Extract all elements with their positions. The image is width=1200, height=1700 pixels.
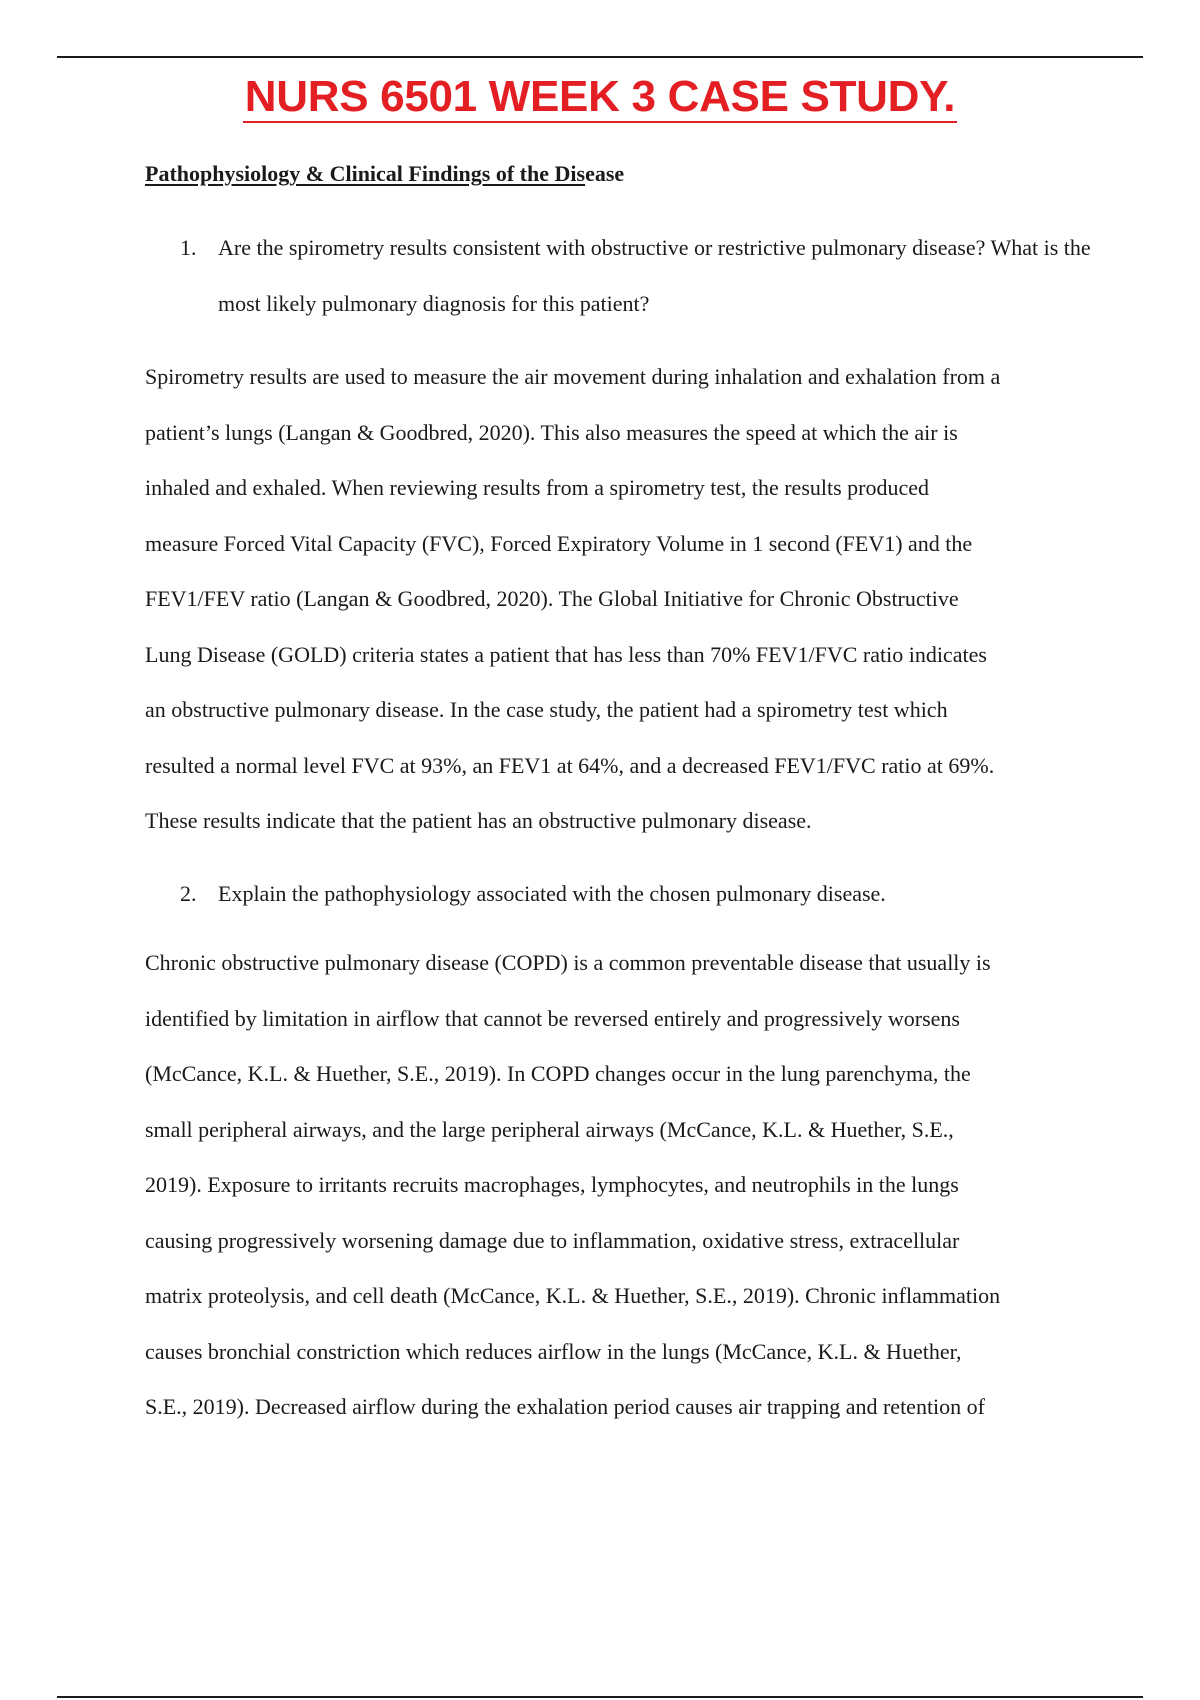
paragraph-line: causes bronchial constriction which reduces airflow in the lungs (McCance, K.L. & Huether, — [145, 1338, 962, 1364]
paragraph-line: resulted a normal level FVC at 93%, an FEV1 at 64%, and a decreased FEV1/FVC ratio at 69%. — [145, 752, 995, 778]
paragraph-line: inhaled and exhaled. When reviewing results from a spirometry test, the results produced — [145, 475, 930, 500]
top-rule — [57, 56, 1143, 58]
question-2-text: Explain the pathophysiology associated with the chosen pulmonary disease. — [218, 881, 886, 906]
paragraph-line: matrix proteolysis, and cell death (McCance, K.L. & Huether, S.E., 2019). Chronic inflammation — [145, 1283, 1001, 1308]
bottom-rule — [57, 1696, 1143, 1698]
paragraph-line: Chronic obstructive pulmonary disease (COPD) is a common preventable disease that usually is — [145, 950, 991, 975]
question-2-number: 2. — [180, 881, 197, 906]
question-2 — [180, 866, 1100, 922]
document-title — [0, 70, 1200, 124]
section-heading-rest: ease — [585, 161, 625, 186]
paragraph-line: patient’s lungs (Langan & Goodbred, 2020). This also measures the speed at which the air is — [145, 419, 958, 445]
paragraph-line: small peripheral airways, and the large peripheral airways (McCance, K.L. & Huether, S.E., — [145, 1116, 954, 1142]
document-title-text: NURS 6501 WEEK 3 CASE STUDY. — [244, 72, 956, 121]
section-heading-underlined: Pathophysiology & Clinical Findings of the Dis — [145, 161, 586, 186]
paragraph-line: FEV1/FEV ratio (Langan & Goodbred, 2020). The Global Initiative for Chronic Obstructive — [145, 586, 959, 611]
answer-2-paragraph — [145, 946, 1075, 1446]
question-1-text: Are the spirometry results consistent with obstructive or restrictive pulmonary disease? What is the most likely pulmonary diagnosis for this patient? — [218, 235, 1091, 316]
paragraph-line: causing progressively worsening damage due to inflammation, oxidative stress, extracellular — [145, 1227, 960, 1253]
question-1 — [180, 220, 1100, 332]
paragraph-line: Lung Disease (GOLD) criteria states a patient that has less than 70% FEV1/FVC ratio indicates — [145, 641, 987, 667]
paragraph-line: identified by limitation in airflow that cannot be reversed entirely and progressively worsens — [145, 1005, 960, 1031]
paragraph-line: measure Forced Vital Capacity (FVC), Forced Expiratory Volume in 1 second (FEV1) and the — [145, 530, 973, 556]
paragraph-line: These results indicate that the patient has an obstructive pulmonary disease. — [145, 808, 812, 833]
paragraph-line: an obstructive pulmonary disease. In the case study, the patient had a spirometry test which — [145, 697, 948, 722]
question-1-number: 1. — [180, 235, 197, 260]
paragraph-line: S.E., 2019). Decreased airflow during the exhalation period causes air trapping and retention of — [145, 1394, 985, 1419]
paragraph-line: 2019). Exposure to irritants recruits macrophages, lymphocytes, and neutrophils in the lungs — [145, 1172, 959, 1197]
paragraph-line: Spirometry results are used to measure the air movement during inhalation and exhalation from a — [145, 364, 1001, 389]
answer-1-paragraph — [145, 360, 1075, 860]
section-heading — [145, 160, 624, 188]
paragraph-line: (McCance, K.L. & Huether, S.E., 2019). In COPD changes occur in the lung parenchyma, the — [145, 1061, 971, 1086]
